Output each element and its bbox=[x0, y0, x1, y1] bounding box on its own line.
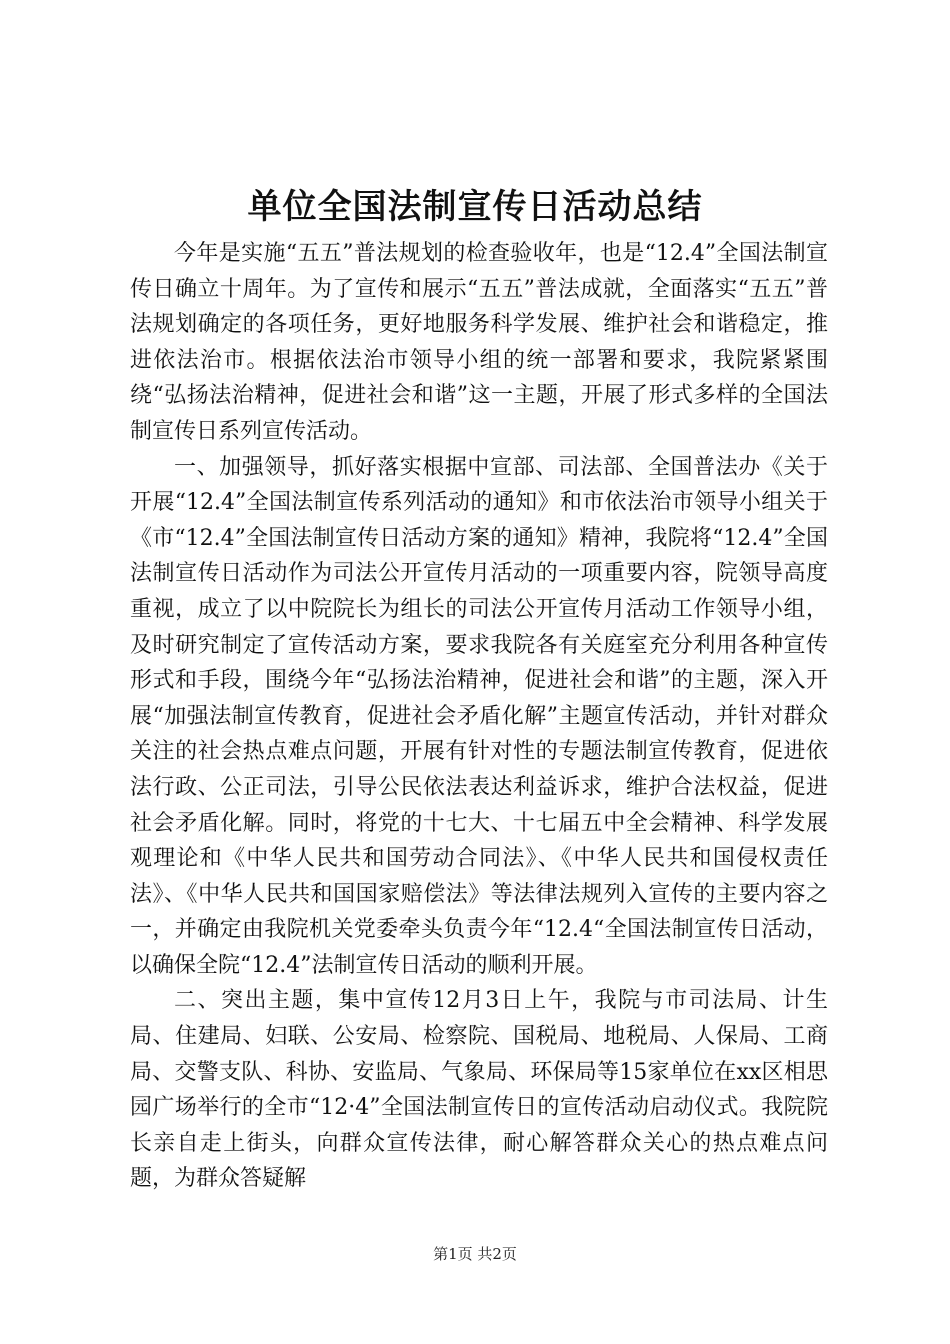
document-body bbox=[130, 236, 828, 1197]
paragraph-section-2: 二、突出主题，集中宣传12月3日上午，我院与市司法局、计生局、住建局、妇联、公安局、检察院、国税局、地税局、人保局、工商局、交警支队、科协、安监局、气象局、环保局等15家单位在xx区相思园广场举行的全市“12·4”全国法制宣传日的宣传活动启动仪式。我院院长亲自走上街头，向群众宣传法律，耐心解答群众关心的热点难点问题，为群众答疑解 bbox=[130, 988, 828, 1192]
document-title: 单位全国法制宣传日活动总结 bbox=[247, 187, 703, 227]
page-footer: 第1页 共2页 bbox=[433, 1245, 517, 1263]
paragraph-intro: 今年是实施“五五”普法规划的检查验收年，也是“12.4”全国法制宣传日确立十周年。为了宣传和展示“五五”普法成就，全面落实“五五”普法规划确定的各项任务，更好地服务科学发展、维护社会和谐稳定，推进依法治市。根据依法治市领导小组的统一部署和要求，我院紧紧围绕“弘扬法治精神，促进社会和谐”这一主题，开展了形式多样的全国法制宣传日系列宣传活动。 bbox=[130, 241, 828, 444]
paragraph-section-1: 一、加强领导，抓好落实根据中宣部、司法部、全国普法办《关于开展“12.4”全国法制宣传系列活动的通知》和市依法治市领导小组关于《市“12.4”全国法制宣传日活动方案的通知》精神，我院将“12.4”全国法制宣传日活动作为司法公开宣传月活动的一项重要内容，院领导高度重视，成立了以中院院长为组长的司法公开宣传月活动工作领导小组，及时研究制定了宣传活动方案，要求我院各有关庭室充分利用各种宣传形式和手段，围绕今年“弘扬法治精神，促进社会和谐”的主题，深入开展“加强法制宣传教育，促进社会矛盾化解”主题宣传活动，并针对群众关注的社会热点难点问题，开展有针对性的专题法制宣传教育，促进依法行政、公正司法，引导公民依法表达利益诉求，维护合法权益，促进社会矛盾化解。同时，将党的十七大、十七届五中全会精神、科学发展观理论和《中华人民共和国劳动合同法》、《中华人民共和国侵权责任法》、《中华人民共和国国家赔偿法》等法律法规列入宣传的主要内容之一，并确定由我院机关党委牵头负责今年“12.4“全国法制宣传日活动，以确保全院“12.4”法制宣传日活动的顺利开展。 bbox=[130, 454, 828, 978]
